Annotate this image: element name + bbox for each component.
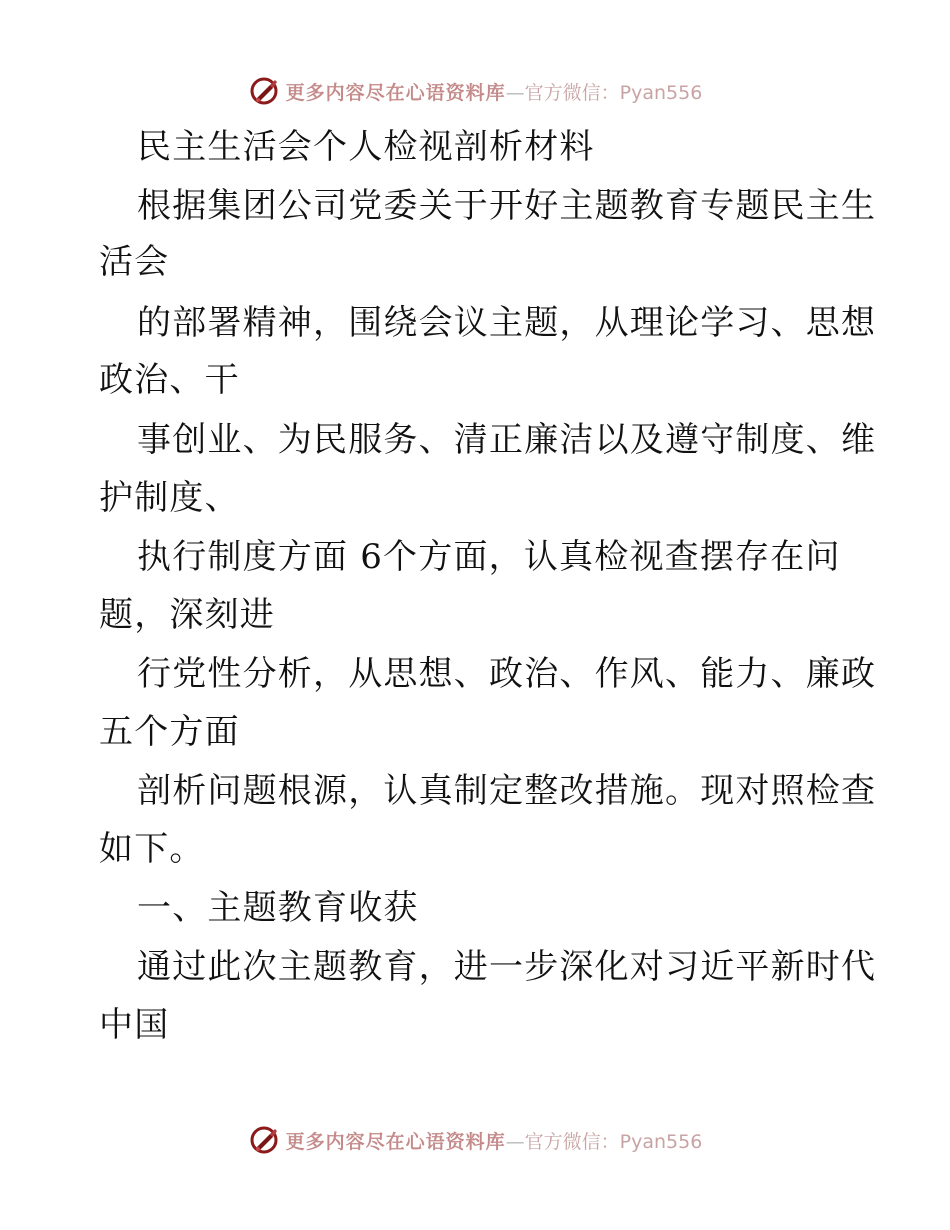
paragraph-line: 事创业、为民服务、清正廉洁以及遵守制度、维 xyxy=(137,420,877,460)
paragraph-line: 行党性分析，从思想、政治、作风、能力、廉政 xyxy=(137,654,877,694)
paragraph-line: 如下。 xyxy=(99,829,205,869)
watermark-dash: — xyxy=(505,1130,525,1153)
pen-logo-icon xyxy=(248,1124,280,1156)
paragraph-line: 根据集团公司党委关于开好主题教育专题民主生 xyxy=(137,186,877,226)
document-title: 民主生活会个人检视剖析材料 xyxy=(137,127,595,167)
paragraph-line: 剖析问题根源，认真制定整改措施。现对照检查 xyxy=(137,771,877,811)
paragraph-line: 执行制度方面 6个方面，认真检视查摆存在问 xyxy=(137,537,841,577)
paragraph-line: 题，深刻进 xyxy=(99,595,275,635)
paragraph-line: 通过此次主题教育，进一步深化对习近平新时代 xyxy=(137,947,877,987)
paragraph-line: 护制度、 xyxy=(99,478,240,518)
watermark-main-text: 更多内容尽在心语资料库 xyxy=(285,1130,506,1153)
paragraph-line: 活会 xyxy=(99,242,170,282)
paragraph-line: 的部署精神，围绕会议主题，从理论学习、思想 xyxy=(137,303,877,343)
header-watermark-banner xyxy=(0,71,950,111)
section-heading: 一、主题教育收获 xyxy=(137,888,419,928)
paragraph-line: 政治、干 xyxy=(99,360,240,400)
watermark-dash: — xyxy=(505,81,525,104)
watermark-main-text: 更多内容尽在心语资料库 xyxy=(285,81,506,104)
watermark-wechat-text: 官方微信：Pyan556 xyxy=(524,81,703,104)
pen-logo-icon xyxy=(248,75,280,107)
watermark-wechat-text: 官方微信：Pyan556 xyxy=(524,1130,703,1153)
paragraph-line: 五个方面 xyxy=(99,712,240,752)
paragraph-line: 中国 xyxy=(99,1005,170,1045)
footer-watermark-banner xyxy=(0,1120,950,1160)
